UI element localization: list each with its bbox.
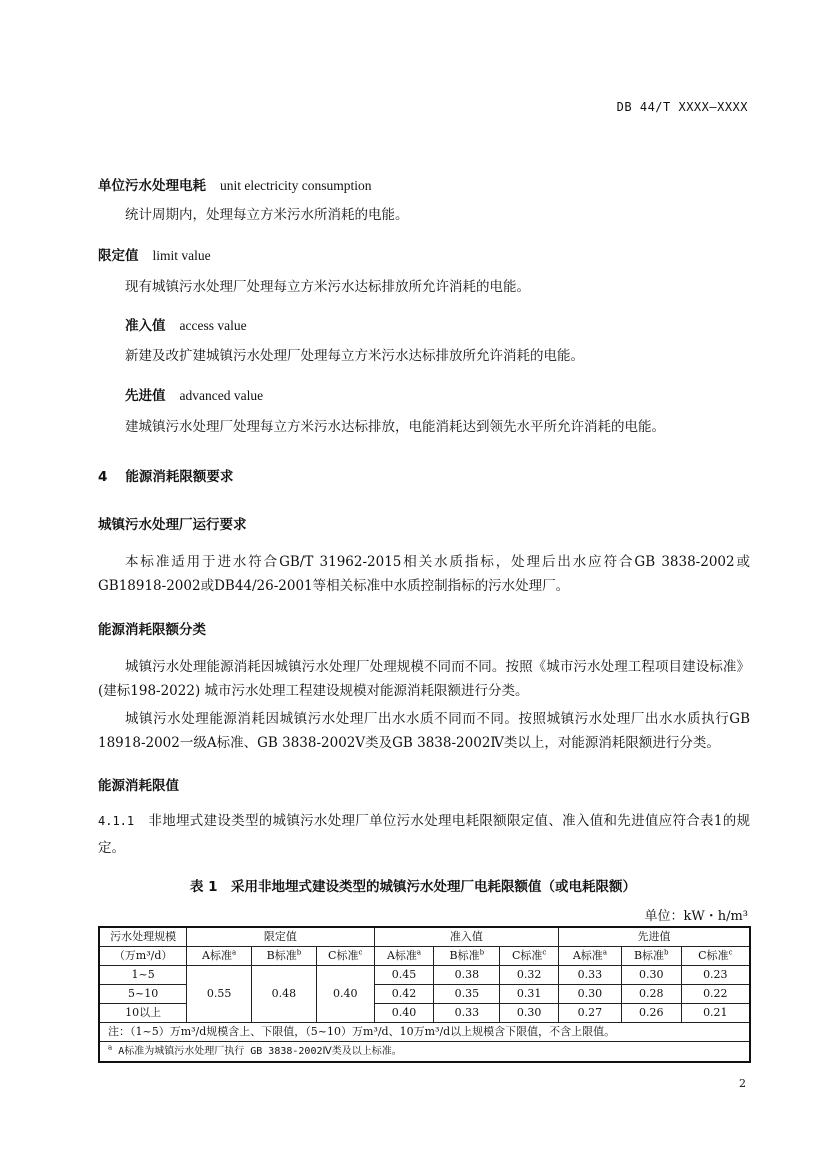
cell: 0.21	[681, 1004, 750, 1023]
table-note-row	[99, 1042, 750, 1063]
cell: 0.45	[374, 966, 434, 985]
row-scale: 10以上	[99, 1004, 187, 1023]
cell: 0.27	[559, 1004, 622, 1023]
table-unit: 单位：kW・h/m³	[644, 909, 748, 924]
table-row	[99, 966, 750, 985]
section-heading	[98, 465, 233, 485]
cell: 0.28	[621, 985, 681, 1004]
cell: 0.40	[374, 1004, 434, 1023]
table-caption: 表 1 采用非地埋式建设类型的城镇污水处理厂电耗限额值（或电耗限额）	[189, 879, 637, 895]
cell: 0.30	[500, 1004, 559, 1023]
term-definition: 新建及改扩建城镇污水处理厂处理每立方米污水达标排放所允许消耗的电能。	[125, 348, 584, 364]
header-scale: 污水处理规模	[99, 927, 187, 947]
term-cn: 限定值	[98, 248, 139, 264]
subheader-a: A标准$^a$	[187, 947, 252, 966]
section-number: 4	[98, 469, 108, 485]
clause-text: 非地埋式建设类型的城镇污水处理厂单位污水处理电耗限额限定值、准入值和先进值应符合表1的规定。	[98, 813, 750, 856]
cell: 0.35	[434, 985, 500, 1004]
row-scale: 1~5	[99, 966, 187, 985]
cell: 0.31	[500, 985, 559, 1004]
cell: 0.33	[559, 966, 622, 985]
cell: 0.42	[374, 985, 434, 1004]
table-header-row	[99, 927, 750, 947]
subheader-b: B标准$^b$	[621, 947, 681, 966]
term-cn: 准入值	[125, 318, 166, 334]
paragraph-operation: 本标准适用于进水符合GB/T 31962-2015相关水质指标，处理后出水应符合GB 3838-2002或GB18918-2002或DB44/26-2001等相关标准中水质控制指标的污水处理厂。	[98, 554, 750, 594]
clause-4-1-1	[98, 808, 750, 862]
cell: 0.30	[559, 985, 622, 1004]
term-heading-advanced-value	[125, 384, 263, 404]
table-subheader-row	[99, 947, 750, 966]
table-note-row	[99, 1023, 750, 1042]
subheader-c: C标准$^c$	[500, 947, 559, 966]
limit-b: 0.48	[252, 966, 317, 1023]
cell: 0.38	[434, 966, 500, 985]
page-number: 2	[739, 1077, 746, 1090]
term-heading-limit-value	[98, 244, 211, 264]
term-definition: 建城镇污水处理厂处理每立方米污水达标排放，电能消耗达到领先水平所允许消耗的电能。	[125, 419, 665, 435]
header-limit-value: 限定值	[187, 927, 374, 947]
clause-number: 4.1.1	[98, 814, 135, 828]
section-title: 能源消耗限额要求	[125, 469, 234, 485]
subsection-title-limits: 能源消耗限值	[98, 778, 179, 794]
term-en: unit electricity consumption	[220, 178, 372, 193]
cell: 0.22	[681, 985, 750, 1004]
cell: 0.33	[434, 1004, 500, 1023]
limit-c: 0.40	[316, 966, 374, 1023]
document-id-header: DB 44/T XXXX—XXXX	[616, 100, 748, 114]
subheader-a: A标准$^a$	[559, 947, 622, 966]
paragraph-classification-quality: 城镇污水处理能源消耗因城镇污水处理厂出水水质不同而不同。按照城镇污水处理厂出水水质执行GB 18918-2002一级A标准、GB 3838-2002Ⅴ类及GB 3838-2002Ⅳ类以上，对能源消耗限额进行分类。	[98, 711, 750, 751]
table-note-2: $^a$ A标准为城镇污水处理厂执行 GB 3838-2002Ⅳ类及以上标准。	[99, 1042, 750, 1063]
term-definition: 现有城镇污水处理厂处理每立方米污水达标排放所允许消耗的电能。	[125, 279, 530, 295]
term-en: advanced value	[179, 388, 264, 403]
term-definition: 统计周期内，处理每立方米污水所消耗的电能。	[125, 207, 409, 223]
subheader-c: C标准$^c$	[681, 947, 750, 966]
cell: 0.30	[621, 966, 681, 985]
cell: 0.23	[681, 966, 750, 985]
cell: 0.32	[500, 966, 559, 985]
table-note-1: 注：（1~5）万m³/d规模含上、下限值，（5~10）万m³/d、10万m³/d以上规模含下限值，不含上限值。	[99, 1023, 750, 1042]
row-scale: 5~10	[99, 985, 187, 1004]
cell: 0.26	[621, 1004, 681, 1023]
subheader-c: C标准$^c$	[316, 947, 374, 966]
term-heading-unit-consumption	[98, 174, 371, 194]
term-cn: 先进值	[125, 388, 166, 404]
term-heading-access-value	[125, 314, 247, 334]
subheader-b: B标准$^b$	[252, 947, 317, 966]
subheader-a: A标准$^a$	[374, 947, 434, 966]
term-en: access value	[179, 318, 247, 333]
header-advanced-value: 先进值	[559, 927, 750, 947]
header-scale-unit: （万m³/d）	[99, 947, 187, 966]
subsection-title-operation: 城镇污水处理厂运行要求	[98, 517, 247, 533]
subsection-title-classification: 能源消耗限额分类	[98, 622, 206, 638]
limit-a: 0.55	[187, 966, 252, 1023]
paragraph-classification-scale: 城镇污水处理能源消耗因城镇污水处理厂处理规模不同而不同。按照《城市污水处理工程项目建设标准》(建标198-2022) 城市污水处理工程建设规模对能源消耗限额进行分类。	[98, 659, 750, 699]
electricity-limit-table	[98, 926, 751, 1063]
subheader-b: B标准$^b$	[434, 947, 500, 966]
term-cn: 单位污水处理电耗	[98, 178, 206, 194]
header-access-value: 准入值	[374, 927, 558, 947]
term-en: limit value	[152, 248, 211, 263]
